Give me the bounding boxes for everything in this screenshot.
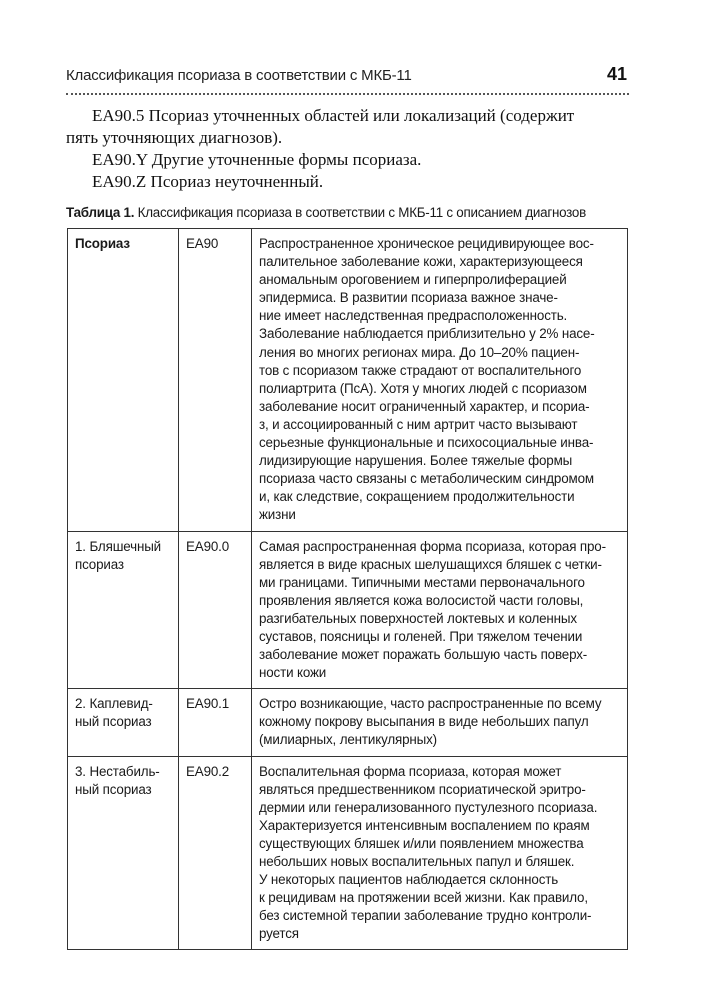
table-caption-label: Таблица 1.	[66, 205, 135, 220]
diagnosis-description-line: Воспалительная форма псориаза, которая может	[259, 763, 562, 779]
running-header	[66, 63, 629, 95]
table-row	[68, 689, 628, 756]
diagnosis-description-line: является в виде красных шелушащихся бляшек с четки-	[259, 556, 602, 572]
diagnosis-description-line: ления во многих регионах мира. До 10–20% пациен-	[259, 344, 580, 360]
diagnosis-description-line: заболевание может поражать большую часть поверх-	[259, 647, 588, 663]
diagnosis-description-line: Характеризуется интенсивным воспалением по краям	[259, 817, 590, 833]
diagnosis-description-line: полиартрита (ПсА). Хотя у многих людей с псориазом	[259, 380, 587, 396]
diagnosis-description-line: з, и ассоциированный с ним артрит часто вызывают	[259, 416, 578, 432]
diagnosis-name-line: 2. Каплевид-	[75, 696, 153, 712]
diagnosis-description-line: ми границами. Типичными местами первоначального	[259, 574, 585, 590]
table-row	[68, 229, 628, 532]
diagnosis-name-cell	[68, 229, 179, 532]
diagnosis-description-line: эпидермиса. В развитии псориаза важное значе-	[259, 290, 558, 306]
diagnosis-description-line: тов с псориазом также страдают от воспалительного	[259, 362, 582, 378]
diagnosis-description-line: существующих бляшек и/или появлением множества	[259, 835, 584, 851]
diagnosis-name-cell	[68, 689, 179, 756]
diagnosis-code-cell: EA90.2	[179, 756, 252, 950]
diagnosis-code-cell: EA90.1	[179, 689, 252, 756]
body-line: пять уточняющих диагнозов).	[66, 128, 283, 147]
diagnosis-code-cell: EA90	[179, 229, 252, 532]
body-line: EA90.Z Псориаз неуточненный.	[92, 172, 324, 191]
body-text	[66, 105, 629, 193]
diagnosis-description-line: являться предшественником псориатической эритро-	[259, 781, 586, 797]
diagnosis-description-line: и, как следствие, сокращением продолжительности	[259, 489, 575, 505]
table-caption-text: Классификация псориаза в соответствии с МКБ-11 с описанием диагнозов	[134, 205, 586, 220]
diagnosis-code-cell: EA90.0	[179, 531, 252, 689]
diagnosis-description-line: ности кожи	[259, 665, 327, 681]
classification-table-body	[68, 229, 628, 950]
diagnosis-description-cell	[252, 689, 628, 756]
diagnosis-description-line: (милиарных, лентикулярных)	[259, 732, 437, 748]
diagnosis-name-line: 1. Бляшечный	[75, 538, 162, 554]
table-row	[68, 756, 628, 950]
diagnosis-description-line: аномальным ороговением и гиперпролиферацией	[259, 272, 567, 288]
diagnosis-description-line: Заболевание наблюдается приблизительно у 2% насе-	[259, 326, 595, 342]
diagnosis-description-line: Самая распространенная форма псориаза, которая про-	[259, 538, 606, 554]
diagnosis-description-line: заболевание носит ограниченный характер, и псориа-	[259, 398, 590, 414]
diagnosis-description-line: жизни	[259, 507, 296, 523]
table-row	[68, 531, 628, 689]
diagnosis-name-cell	[68, 756, 179, 950]
diagnosis-description-line: разгибательных поверхностей локтевых и коленных	[259, 610, 577, 626]
diagnosis-description-line: Остро возникающие, часто распространенные по всему	[259, 696, 602, 712]
running-header-title: Классификация псориаза в соответствии с МКБ-11	[66, 67, 412, 84]
diagnosis-description-line: руется	[259, 926, 299, 942]
diagnosis-description-cell	[252, 756, 628, 950]
body-line: EA90.5 Псориаз уточненных областей или локализаций (содержит	[92, 106, 575, 125]
diagnosis-description-cell	[252, 229, 628, 532]
diagnosis-name-line: 3. Нестабиль-	[75, 763, 160, 779]
diagnosis-description-line: небольших новых воспалительных папул и бляшек.	[259, 854, 575, 869]
diagnosis-description-line: лидизирующие нарушения. Более тяжелые формы	[259, 453, 573, 469]
table-caption	[66, 205, 646, 220]
diagnosis-description-line: без системной терапии заболевание трудно контроли-	[259, 908, 592, 924]
diagnosis-description-line: суставов, поясницы и голеней. При тяжелом течении	[259, 628, 583, 644]
diagnosis-description-line: кожному покрову высыпания в виде небольших папул	[259, 714, 589, 730]
diagnosis-description-line: псориаза часто связаны с метаболическим синдромом	[259, 471, 594, 487]
diagnosis-description-cell	[252, 531, 628, 689]
diagnosis-description-line: серьезные функциональные и психосоциальные инва-	[259, 435, 594, 451]
diagnosis-description-line: дермии или генерализованного пустулезного псориаза.	[259, 799, 598, 815]
diagnosis-description-line: палительное заболевание кожи, характеризующееся	[259, 254, 583, 270]
diagnosis-description-line: ние имеет наследственная предрасположенность.	[259, 308, 568, 324]
diagnosis-description-line: проявления является кожа волосистой части головы,	[259, 592, 584, 608]
diagnosis-description-line: к рецидивам на протяжении всей жизни. Как правило,	[259, 890, 588, 906]
diagnosis-name-line: Псориаз	[75, 236, 130, 251]
diagnosis-description-line: Распространенное хроническое рецидивирующее вос-	[259, 236, 594, 251]
diagnosis-name-cell	[68, 531, 179, 689]
diagnosis-name-line: ный псориаз	[75, 781, 152, 797]
diagnosis-description-line: У некоторых пациентов наблюдается склонность	[259, 872, 559, 888]
body-line: EA90.Y Другие уточненные формы псориаза.	[92, 150, 422, 169]
diagnosis-name-line: ный псориаз	[75, 714, 152, 730]
page-number: 41	[606, 64, 627, 84]
classification-table	[67, 228, 628, 950]
diagnosis-name-line: псориаз	[75, 556, 124, 572]
